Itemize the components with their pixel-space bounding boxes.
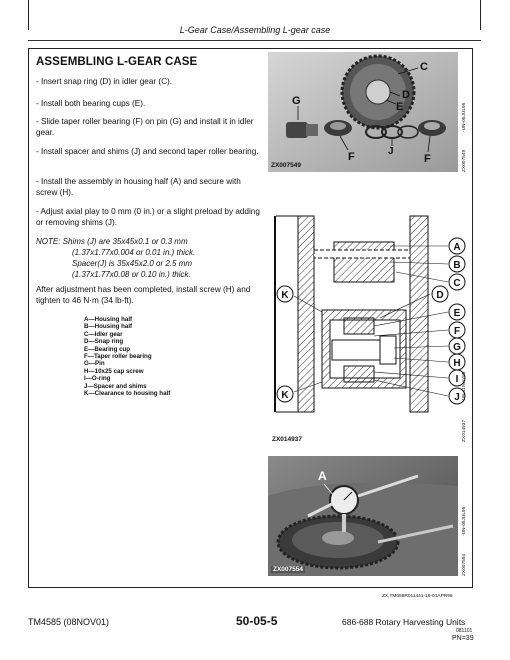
- photo1-side-code-top: -UN-05JUL95: [462, 102, 467, 132]
- callout-c: C: [453, 278, 461, 289]
- page-header-title: L-Gear Case/Assembling L-gear case: [179, 25, 331, 35]
- callout-k-lower: K: [281, 390, 289, 401]
- section-figure-code: ZX014937: [272, 436, 302, 443]
- note-line-1: NOTE: Shims (J) are 35x45x0.1 or 0.3 mm: [36, 237, 188, 246]
- photo1-figure-code: ZX007549: [271, 162, 301, 169]
- photo1-label-g: G: [292, 95, 301, 107]
- callout-b: B: [453, 260, 461, 271]
- after-adjustment-text: After adjustment has been completed, install screw (H) and tighten to 46 N·m (34 lb-ft).: [36, 285, 251, 305]
- step-2: - Install both bearing cups (E).: [36, 99, 146, 108]
- step-1: - Insert snap ring (D) in idler gear (C).: [36, 77, 173, 86]
- legend-item: J—Spacer and shims: [84, 382, 147, 390]
- step-6: - Adjust axial play to 0 mm (0 in.) or a slight preload by adding or removing shims (J).: [36, 207, 260, 227]
- document-reference: ZX,TM688R011441-19-01APR98: [382, 594, 453, 599]
- callout-f: F: [453, 326, 461, 337]
- legend-list: [84, 316, 170, 397]
- dial-indicator-photo: [268, 456, 458, 576]
- legend-item: A—Housing half: [84, 316, 133, 323]
- sectional-drawing: [270, 212, 470, 417]
- photo1-label-f-left: F: [348, 151, 355, 163]
- callout-g: G: [453, 342, 461, 353]
- legend-item: H—10x25 cap screw: [84, 367, 144, 375]
- section-title: ASSEMBLING L-GEAR CASE: [36, 56, 198, 68]
- photo1-label-c: C: [420, 61, 428, 73]
- section-side-code-bottom: ZX014937: [462, 419, 467, 442]
- footer-date-code: 081101: [456, 628, 473, 634]
- step-5: - Install the assembly in housing half (A) and secure with screw (H).: [36, 177, 241, 197]
- legend-item: F—Taper roller bearing: [84, 353, 152, 361]
- legend-item: D—Snap ring: [84, 338, 124, 346]
- exploded-parts-photo: [268, 52, 458, 172]
- footer-manual-code: TM4585 (08NOV01): [28, 617, 110, 627]
- step-4: - Install spacer and shims (J) and second taper roller bearing.: [36, 147, 259, 156]
- photo1-side-code-bottom: ZX007549: [462, 149, 467, 172]
- callout-a: A: [453, 242, 461, 253]
- legend-item: B—Housing half: [84, 323, 133, 331]
- legend-item: E—Bearing cup: [84, 345, 131, 353]
- photo2-side-code-bottom: ZX007554: [462, 553, 467, 576]
- callout-i: I: [455, 374, 459, 385]
- note-block: [36, 236, 264, 280]
- footer-page-number: 50-05-5: [236, 614, 278, 628]
- photo1-label-f-right: F: [424, 153, 431, 165]
- callout-k-upper: K: [281, 290, 289, 301]
- photo2-side-code-top: -UN-05JUL95: [462, 506, 467, 536]
- photo2-label-a: A: [318, 469, 327, 483]
- callout-j: J: [454, 392, 460, 403]
- callout-h: H: [453, 358, 461, 369]
- footer-pn: PN=39: [452, 635, 474, 642]
- photo2-figure-code: ZX007554: [273, 566, 303, 573]
- step-3: - Slide taper roller bearing (F) on pin (G) and install it in idler gear.: [36, 117, 254, 137]
- section-side-code-top: -UN-11MAY98: [462, 371, 467, 402]
- legend-item: G—Pin: [84, 360, 105, 368]
- footer-title: 686-688 Rotary Harvesting Units: [342, 617, 466, 627]
- photo1-label-j: J: [388, 146, 394, 157]
- callout-d: D: [436, 290, 444, 301]
- photo1-label-e: E: [396, 101, 404, 113]
- photo1-label-d: D: [402, 89, 410, 101]
- header-rule: [28, 40, 481, 41]
- note-line-3: Spacer(J) is 35x45x2.0 or 2.5 mm: [72, 259, 193, 268]
- note-line-4: (1.37x1.77x0.08 or 0.10 in.) thick.: [72, 270, 191, 279]
- legend-item: C—Idler gear: [84, 330, 123, 338]
- note-line-2: (1.37x1.77x0.004 or 0.01 in.) thick.: [72, 248, 196, 257]
- legend-item: I—O-ring: [84, 375, 111, 383]
- callout-e: E: [453, 308, 461, 319]
- legend-item: K—Clearance to housing half: [84, 390, 171, 398]
